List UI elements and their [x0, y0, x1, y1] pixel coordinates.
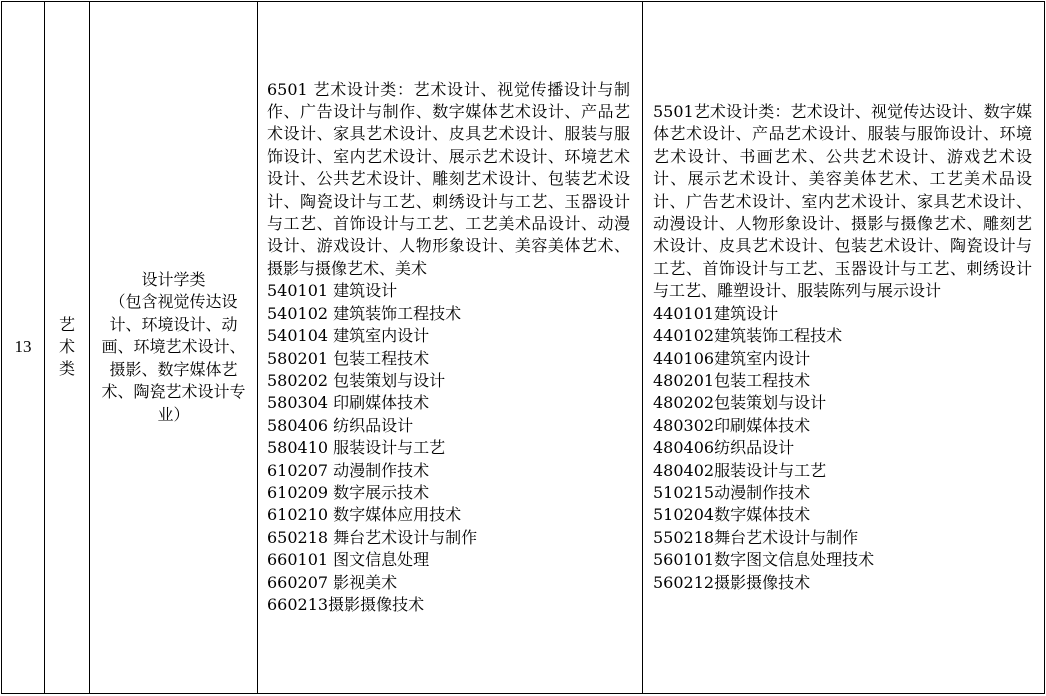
vocational-majors-cell	[258, 2, 643, 694]
list-item: 660101 图文信息处理	[267, 550, 430, 570]
vocational-intro: 6501 艺术设计类：艺术设计、视觉传播设计与制作、广告设计与制作、数字媒体艺术设计、产品艺术设计、家具艺术设计、皮具艺术设计、服装与服饰设计、室内艺术设计、展示艺术设计、环境艺术设计、公共艺术设计、雕刻艺术设计、包装艺术设计、陶瓷设计与工艺、刺绣设计与工艺、玉器设计与工艺、首饰设计与工艺、工艺美术品设计、动漫设计、游戏设计、人物形象设计、美容美体艺术、摄影与摄像艺术、美术	[267, 79, 630, 278]
list-item: 510204数字媒体技术	[653, 505, 811, 525]
list-item: 540101 建筑设计	[267, 281, 398, 301]
list-item: 480202包装策划与设计	[653, 393, 827, 413]
list-item: 560212摄影摄像技术	[653, 572, 811, 592]
list-item: 660213摄影摄像技术	[267, 594, 425, 614]
list-item: 610207 动漫制作技术	[267, 460, 430, 480]
list-item: 440101建筑设计	[653, 303, 779, 323]
table-row	[2, 2, 1045, 694]
major-name-title: 设计学类	[141, 270, 206, 290]
secondary-majors-cell	[643, 2, 1045, 694]
list-item: 480406纺织品设计	[653, 438, 795, 458]
list-item: 540102 建筑装饰工程技术	[267, 303, 462, 323]
list-item: 440106建筑室内设计	[653, 348, 811, 368]
list-item: 480302印刷媒体技术	[653, 415, 811, 435]
list-item: 440102建筑装饰工程技术	[653, 326, 843, 346]
list-item: 580201 包装工程技术	[267, 348, 430, 368]
major-name-note: （包含视觉传达设计、环境设计、动画、环境艺术设计、摄影、数字媒体艺术、陶瓷艺术设计专业）	[101, 292, 246, 424]
list-item: 480201包装工程技术	[653, 370, 811, 390]
list-item: 580410 服装设计与工艺	[267, 438, 446, 458]
list-item: 660207 影视美术	[267, 572, 398, 592]
list-item: 550218舞台艺术设计与制作	[653, 527, 859, 547]
list-item: 580406 纺织品设计	[267, 415, 414, 435]
list-item: 650218 舞台艺术设计与制作	[267, 527, 478, 547]
list-item: 560101数字图文信息处理技术	[653, 550, 875, 570]
specialty-table	[1, 1, 1045, 694]
list-item: 610210 数字媒体应用技术	[267, 505, 462, 525]
list-item: 510215动漫制作技术	[653, 482, 811, 502]
category-cell	[45, 2, 90, 694]
list-item: 580304 印刷媒体技术	[267, 393, 430, 413]
list-item: 480402服装设计与工艺	[653, 460, 827, 480]
row-number: 13	[2, 2, 45, 694]
secondary-intro: 5501艺术设计类：艺术设计、视觉传达设计、数字媒体艺术设计、产品艺术设计、服装与服饰设计、环境艺术设计、书画艺术、公共艺术设计、游戏艺术设计、展示艺术设计、美容美体艺术、工艺美术品设计、广告艺术设计、室内艺术设计、家具艺术设计、动漫设计、人物形象设计、摄影与摄像艺术、雕刻艺术设计、皮具艺术设计、包装艺术设计、陶瓷设计与工艺、首饰设计与工艺、玉器设计与工艺、刺绣设计与工艺、雕塑设计、服装陈列与展示设计	[653, 102, 1032, 301]
list-item: 580202 包装策划与设计	[267, 370, 446, 390]
list-item: 540104 建筑室内设计	[267, 326, 430, 346]
list-item: 610209 数字展示技术	[267, 482, 430, 502]
major-name-cell	[90, 2, 258, 694]
category-label: 艺术类	[58, 315, 75, 379]
